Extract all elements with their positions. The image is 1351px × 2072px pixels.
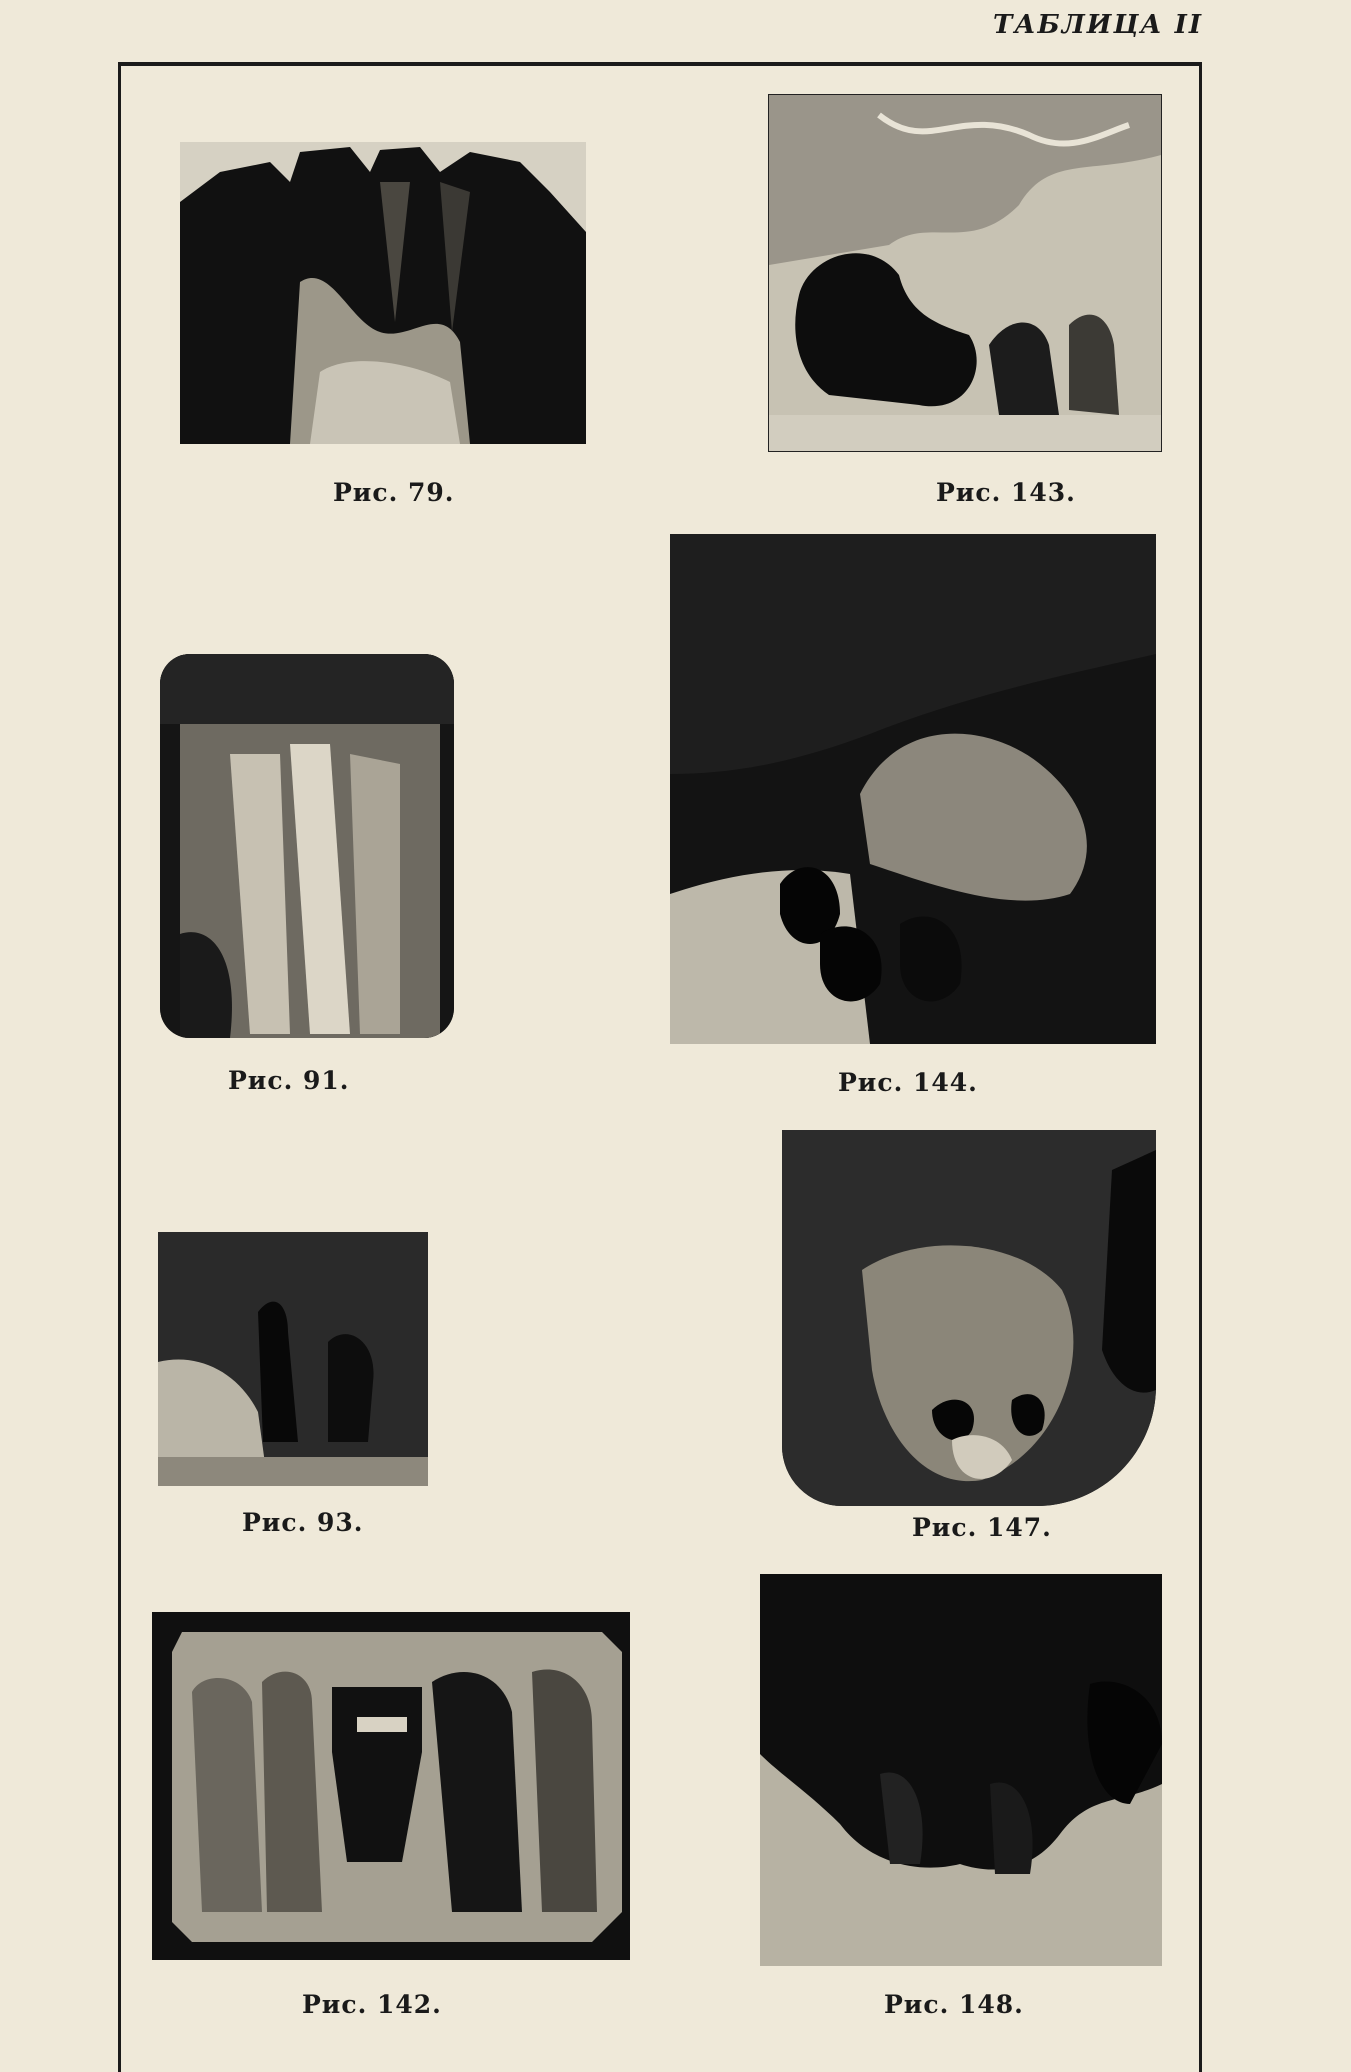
xray-figure-144 — [670, 534, 1156, 1044]
caption-93: Рис. 93. — [242, 1508, 364, 1537]
caption-79: Рис. 79. — [333, 478, 455, 507]
caption-142: Рис. 142. — [302, 1990, 442, 2019]
xray-figure-79 — [180, 142, 586, 444]
xray-figure-147 — [782, 1130, 1156, 1506]
xray-figure-148 — [760, 1574, 1162, 1966]
xray-figure-93 — [158, 1232, 428, 1486]
page-title: ТАБЛИЦА II — [993, 10, 1203, 40]
xray-figure-143 — [768, 94, 1162, 452]
caption-91: Рис. 91. — [228, 1066, 350, 1095]
caption-147: Рис. 147. — [912, 1513, 1052, 1542]
caption-148: Рис. 148. — [884, 1990, 1024, 2019]
caption-144: Рис. 144. — [838, 1068, 978, 1097]
xray-figure-91 — [160, 654, 454, 1038]
caption-143: Рис. 143. — [936, 478, 1076, 507]
xray-figure-142 — [152, 1612, 630, 1960]
